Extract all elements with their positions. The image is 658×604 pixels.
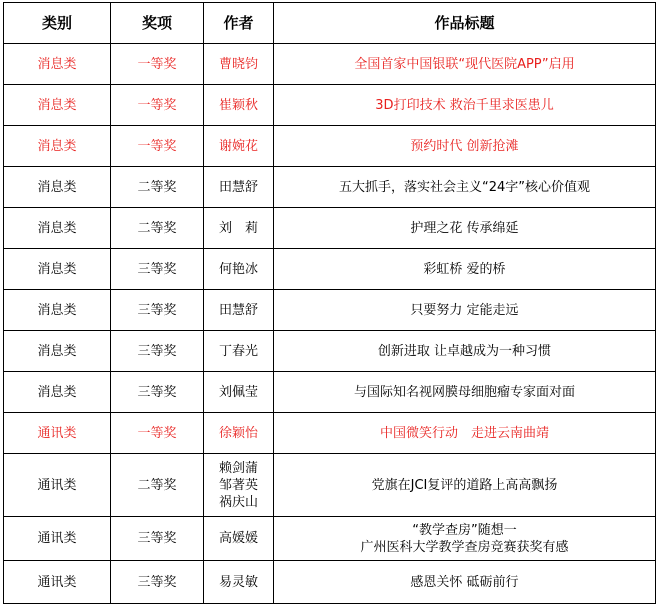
header-award: 奖项 <box>111 3 204 44</box>
table-row <box>4 44 656 85</box>
table-body <box>4 44 656 604</box>
table-row <box>4 208 656 249</box>
cell-title-line: 护理之花 传承绵延 <box>410 220 519 236</box>
cell-award: 一等奖 <box>111 126 204 167</box>
cell-category: 通讯类 <box>4 517 111 561</box>
cell-title-line: 只要努力 定能走远 <box>410 302 519 318</box>
cell-author-line: 邹著英 <box>218 477 258 493</box>
cell-award: 三等奖 <box>111 517 204 561</box>
cell-category: 消息类 <box>4 208 111 249</box>
cell-title <box>274 167 656 208</box>
table-row <box>4 167 656 208</box>
cell-title-line: 3D打印技术 救治千里求医患儿 <box>375 97 554 113</box>
cell-category: 通讯类 <box>4 454 111 517</box>
cell-title-line: 广州医科大学教学查房竞赛获奖有感 <box>360 539 569 555</box>
cell-category: 通讯类 <box>4 561 111 604</box>
cell-award: 二等奖 <box>111 208 204 249</box>
cell-category: 消息类 <box>4 372 111 413</box>
cell-category: 消息类 <box>4 44 111 85</box>
cell-award: 二等奖 <box>111 167 204 208</box>
cell-title-line: 党旗在JCI复评的道路上高高飘扬 <box>371 477 558 493</box>
cell-author-line: 田慧舒 <box>218 302 258 318</box>
table-header <box>4 3 656 44</box>
cell-author-line: 田慧舒 <box>218 179 258 195</box>
cell-category: 通讯类 <box>4 413 111 454</box>
table-row <box>4 126 656 167</box>
cell-title <box>274 249 656 290</box>
cell-author-line: 丁春光 <box>218 343 258 359</box>
cell-author <box>204 413 274 454</box>
cell-award: 二等奖 <box>111 454 204 517</box>
cell-title-line: 五大抓手，落实社会主义“24字”核心价值观 <box>338 179 590 195</box>
cell-title-line: 全国首家中国银联“现代医院APP”启用 <box>354 56 575 72</box>
cell-award: 三等奖 <box>111 249 204 290</box>
cell-award: 三等奖 <box>111 561 204 604</box>
cell-title <box>274 454 656 517</box>
cell-author-line: 徐颖怡 <box>218 425 258 441</box>
cell-author-line: 崔颖秋 <box>218 97 258 113</box>
header-title: 作品标题 <box>274 3 656 44</box>
cell-author <box>204 372 274 413</box>
table-row <box>4 85 656 126</box>
table-row <box>4 249 656 290</box>
cell-author <box>204 517 274 561</box>
cell-author <box>204 44 274 85</box>
cell-author-line: 祸庆山 <box>218 494 258 510</box>
cell-author-line: 何艳冰 <box>218 261 258 277</box>
cell-author <box>204 126 274 167</box>
cell-award: 三等奖 <box>111 331 204 372</box>
cell-author <box>204 208 274 249</box>
cell-title-line: 预约时代 创新抢滩 <box>410 138 519 154</box>
cell-author <box>204 561 274 604</box>
cell-author <box>204 454 274 517</box>
cell-author-line: 赖剑蒲 <box>218 460 258 476</box>
cell-award: 三等奖 <box>111 290 204 331</box>
cell-category: 消息类 <box>4 126 111 167</box>
cell-title-line: 感恩关怀 砥砺前行 <box>410 574 519 590</box>
table-row <box>4 561 656 604</box>
cell-author-line: 易灵敏 <box>218 574 258 590</box>
cell-author-line: 高媛媛 <box>218 531 258 546</box>
cell-author-line: 刘佩莹 <box>218 384 258 400</box>
cell-category: 消息类 <box>4 290 111 331</box>
cell-award: 一等奖 <box>111 85 204 126</box>
cell-title <box>274 517 656 561</box>
cell-category: 消息类 <box>4 85 111 126</box>
cell-award: 三等奖 <box>111 372 204 413</box>
cell-author-line: 谢婉花 <box>218 138 258 154</box>
cell-title <box>274 85 656 126</box>
cell-category: 消息类 <box>4 249 111 290</box>
cell-title-line: 中国微笑行动 走进云南曲靖 <box>379 425 549 441</box>
cell-title <box>274 44 656 85</box>
cell-title <box>274 331 656 372</box>
cell-author <box>204 167 274 208</box>
table-row <box>4 331 656 372</box>
cell-author-line: 曹晓钧 <box>218 56 258 72</box>
cell-title-line: 彩虹桥 爱的桥 <box>423 261 506 277</box>
table-row <box>4 413 656 454</box>
cell-category: 消息类 <box>4 167 111 208</box>
cell-title <box>274 413 656 454</box>
cell-title-line: 创新进取 让卓越成为一种习惯 <box>377 343 552 359</box>
cell-category: 消息类 <box>4 331 111 372</box>
table-row <box>4 517 656 561</box>
cell-award: 一等奖 <box>111 413 204 454</box>
cell-title <box>274 372 656 413</box>
table-row <box>4 454 656 517</box>
header-author: 作者 <box>204 3 274 44</box>
cell-title-line: 与国际知名视网膜母细胞瘤专家面对面 <box>353 384 575 400</box>
cell-author <box>204 290 274 331</box>
cell-author-line: 刘 莉 <box>218 220 258 236</box>
cell-title <box>274 290 656 331</box>
header-category: 类别 <box>4 3 111 44</box>
cell-title <box>274 561 656 604</box>
awards-table <box>3 2 656 604</box>
header-row <box>4 3 656 44</box>
cell-award: 一等奖 <box>111 44 204 85</box>
cell-author <box>204 249 274 290</box>
table-row <box>4 372 656 413</box>
table-row <box>4 290 656 331</box>
cell-title <box>274 126 656 167</box>
cell-title-line: “教学查房”随想一 <box>412 522 517 538</box>
cell-title <box>274 208 656 249</box>
cell-author <box>204 85 274 126</box>
cell-author <box>204 331 274 372</box>
